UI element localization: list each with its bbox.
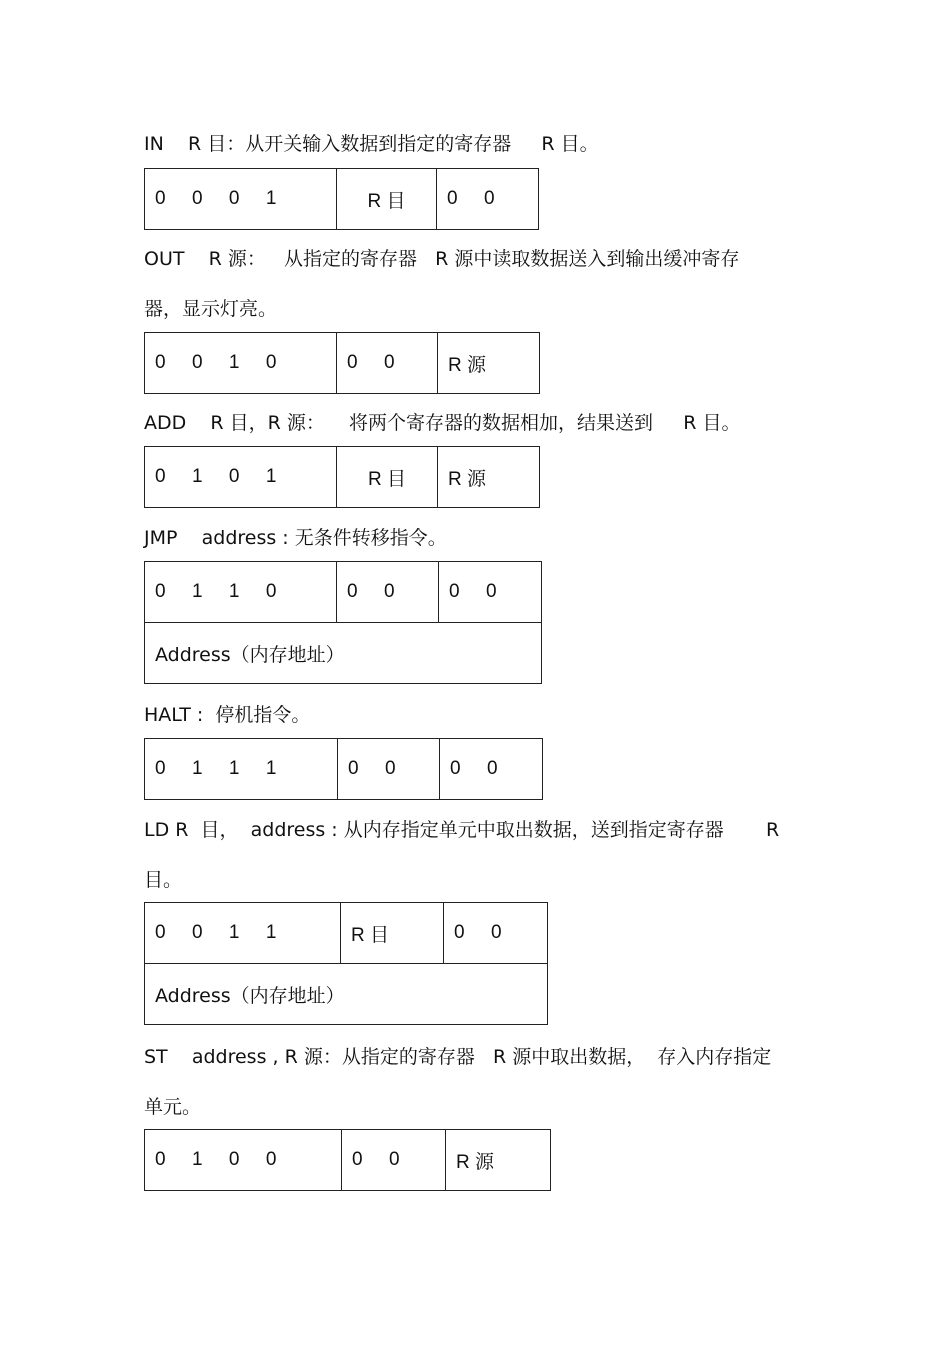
destination-register-cell: R 目 (341, 903, 444, 964)
instruction-out-description-cont: 器，显示灯亮。 (144, 298, 278, 320)
instruction-out-description: OUT R 源： 从指定的寄存器 R 源中读取数据送入到输出缓冲寄存 (144, 248, 740, 270)
instruction-jmp-description: JMP address : 无条件转移指令。 (144, 527, 447, 549)
instruction-ld-format-table (144, 902, 548, 1025)
address-field-cell: Address（内存地址） (145, 623, 542, 684)
address-field-cell: Address（内存地址） (145, 964, 548, 1025)
instruction-st-description: ST address , R 源：从指定的寄存器 R 源中取出数据， 存入内存指定 (144, 1046, 772, 1068)
destination-register-cell: R 目 (337, 169, 437, 230)
unused-bits-cell: 0 0 (440, 739, 543, 800)
opcode-bits-cell: 0 0 1 0 (145, 333, 337, 394)
instruction-jmp-format-table (144, 561, 542, 684)
source-register-cell: R 源 (438, 447, 540, 508)
opcode-bits-cell: 0 0 1 1 (145, 903, 341, 964)
instruction-in-description: IN R 目：从开关输入数据到指定的寄存器 R 目。 (144, 133, 599, 155)
opcode-bits-cell: 0 1 1 1 (145, 739, 338, 800)
instruction-halt-format-table (144, 738, 543, 800)
instruction-st-description-cont: 单元。 (144, 1096, 202, 1118)
instruction-halt-description: HALT : 停机指令。 (144, 704, 311, 726)
source-register-cell: R 源 (446, 1130, 551, 1191)
instruction-add-description: ADD R 目，R 源： 将两个寄存器的数据相加，结果送到 R 目。 (144, 412, 741, 434)
unused-bits-cell: 0 0 (437, 169, 539, 230)
opcode-bits-cell: 0 1 0 1 (145, 447, 337, 508)
opcode-bits-cell: 0 0 0 1 (145, 169, 337, 230)
instruction-in-format-table (144, 168, 539, 230)
source-register-cell: R 源 (438, 333, 540, 394)
unused-bits-cell: 0 0 (444, 903, 548, 964)
unused-bits-cell: 0 0 (337, 562, 439, 623)
opcode-bits-cell: 0 1 1 0 (145, 562, 337, 623)
unused-bits-cell: 0 0 (337, 333, 438, 394)
destination-register-cell: R 目 (337, 447, 438, 508)
unused-bits-cell: 0 0 (338, 739, 440, 800)
instruction-out-format-table (144, 332, 540, 394)
instruction-st-format-table (144, 1129, 551, 1191)
instruction-add-format-table (144, 446, 540, 508)
instruction-ld-description: LD R 目， address : 从内存指定单元中取出数据，送到指定寄存器 R (144, 819, 780, 841)
unused-bits-cell: 0 0 (439, 562, 542, 623)
unused-bits-cell: 0 0 (342, 1130, 446, 1191)
instruction-ld-description-cont: 目。 (144, 869, 183, 891)
opcode-bits-cell: 0 1 0 0 (145, 1130, 342, 1191)
